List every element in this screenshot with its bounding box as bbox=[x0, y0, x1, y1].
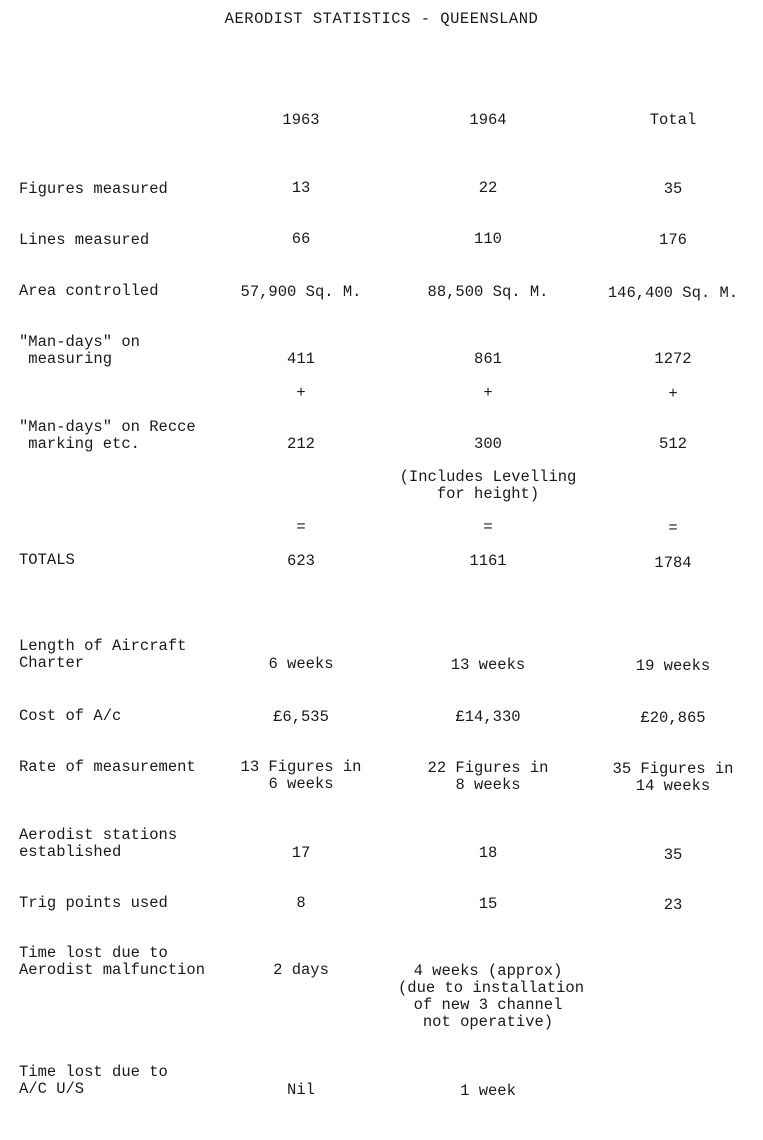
row-label-malfunction: Time lost due to Aerodist malfunction bbox=[19, 944, 206, 979]
document-title: AERODIST STATISTICS - QUEENSLAND bbox=[224, 10, 539, 28]
cell-area-total: 146,400 Sq. M. bbox=[607, 284, 739, 302]
cell-rate-1964: 22 Figures in 8 weeks bbox=[427, 759, 549, 794]
cell-recce-1964: 300 bbox=[474, 435, 502, 453]
cell-rate-total: 35 Figures in 14 weeks bbox=[612, 760, 734, 795]
equals-sign: = bbox=[296, 518, 306, 536]
cell-area-1964: 88,500 Sq. M. bbox=[427, 283, 549, 301]
row-label-figures-measured: Figures measured bbox=[19, 180, 168, 198]
row-label-stations: Aerodist stations established bbox=[19, 826, 178, 861]
cell-lines-1964: 110 bbox=[474, 230, 502, 248]
column-header-1964: 1964 bbox=[469, 111, 507, 129]
cell-recce-1963: 212 bbox=[287, 435, 315, 453]
cell-lines-1963: 66 bbox=[291, 230, 311, 248]
cell-trig-1963: 8 bbox=[296, 894, 306, 912]
cell-figures-1963: 13 bbox=[291, 179, 311, 197]
cell-stations-1964: 18 bbox=[478, 844, 498, 862]
cell-recce-total: 512 bbox=[659, 435, 687, 453]
cell-charter-total: 19 weeks bbox=[635, 657, 711, 675]
row-label-man-days-recce: "Man-days" on Recce marking etc. bbox=[19, 418, 196, 453]
cell-ac-us-1964: 1 week bbox=[460, 1082, 516, 1100]
row-label-man-days-measuring: "Man-days" on measuring bbox=[19, 333, 140, 368]
levelling-note: (Includes Levelling for height) bbox=[399, 468, 577, 503]
cell-cost-1963: £6,535 bbox=[273, 708, 329, 726]
row-label-cost: Cost of A/c bbox=[19, 707, 122, 725]
cell-measuring-total: 1272 bbox=[654, 350, 692, 368]
plus-sign: + bbox=[668, 385, 678, 403]
cell-charter-1964: 13 weeks bbox=[450, 656, 526, 674]
equals-sign: = bbox=[668, 519, 678, 537]
cell-totals-total: 1784 bbox=[654, 554, 692, 572]
cell-area-1963: 57,900 Sq. M. bbox=[240, 283, 362, 301]
cell-figures-1964: 22 bbox=[478, 179, 498, 197]
column-header-total: Total bbox=[649, 111, 697, 129]
row-label-totals: TOTALS bbox=[19, 551, 75, 569]
equals-sign: = bbox=[483, 518, 493, 536]
cell-stations-total: 35 bbox=[663, 846, 683, 864]
plus-sign: + bbox=[296, 384, 306, 402]
cell-stations-1963: 17 bbox=[291, 844, 311, 862]
cell-ac-us-1963: Nil bbox=[287, 1081, 315, 1099]
row-label-lines-measured: Lines measured bbox=[19, 231, 150, 249]
cell-malfunction-1963: 2 days bbox=[273, 961, 329, 979]
row-label-aircraft-charter: Length of Aircraft Charter bbox=[19, 637, 187, 672]
cell-totals-1964: 1161 bbox=[469, 552, 507, 570]
plus-sign: + bbox=[483, 384, 493, 402]
cell-cost-1964: £14,330 bbox=[455, 708, 521, 726]
row-label-trig-points: Trig points used bbox=[19, 894, 168, 912]
row-label-rate: Rate of measurement bbox=[19, 758, 196, 776]
column-header-1963: 1963 bbox=[282, 111, 320, 129]
cell-charter-1963: 6 weeks bbox=[268, 655, 334, 673]
cell-figures-total: 35 bbox=[663, 180, 683, 198]
cell-trig-total: 23 bbox=[663, 896, 683, 914]
cell-totals-1963: 623 bbox=[287, 552, 315, 570]
cell-rate-1963: 13 Figures in 6 weeks bbox=[240, 758, 362, 793]
cell-lines-total: 176 bbox=[659, 231, 687, 249]
cell-measuring-1963: 411 bbox=[287, 350, 315, 368]
cell-cost-total: £20,865 bbox=[640, 709, 706, 727]
cell-trig-1964: 15 bbox=[478, 895, 498, 913]
cell-measuring-1964: 861 bbox=[474, 350, 502, 368]
row-label-ac-us: Time lost due to A/C U/S bbox=[19, 1063, 168, 1098]
row-label-area-controlled: Area controlled bbox=[19, 282, 159, 300]
cell-malfunction-1964: 4 weeks (approx) (due to installation of new 3 channel not operative) bbox=[398, 962, 585, 1031]
